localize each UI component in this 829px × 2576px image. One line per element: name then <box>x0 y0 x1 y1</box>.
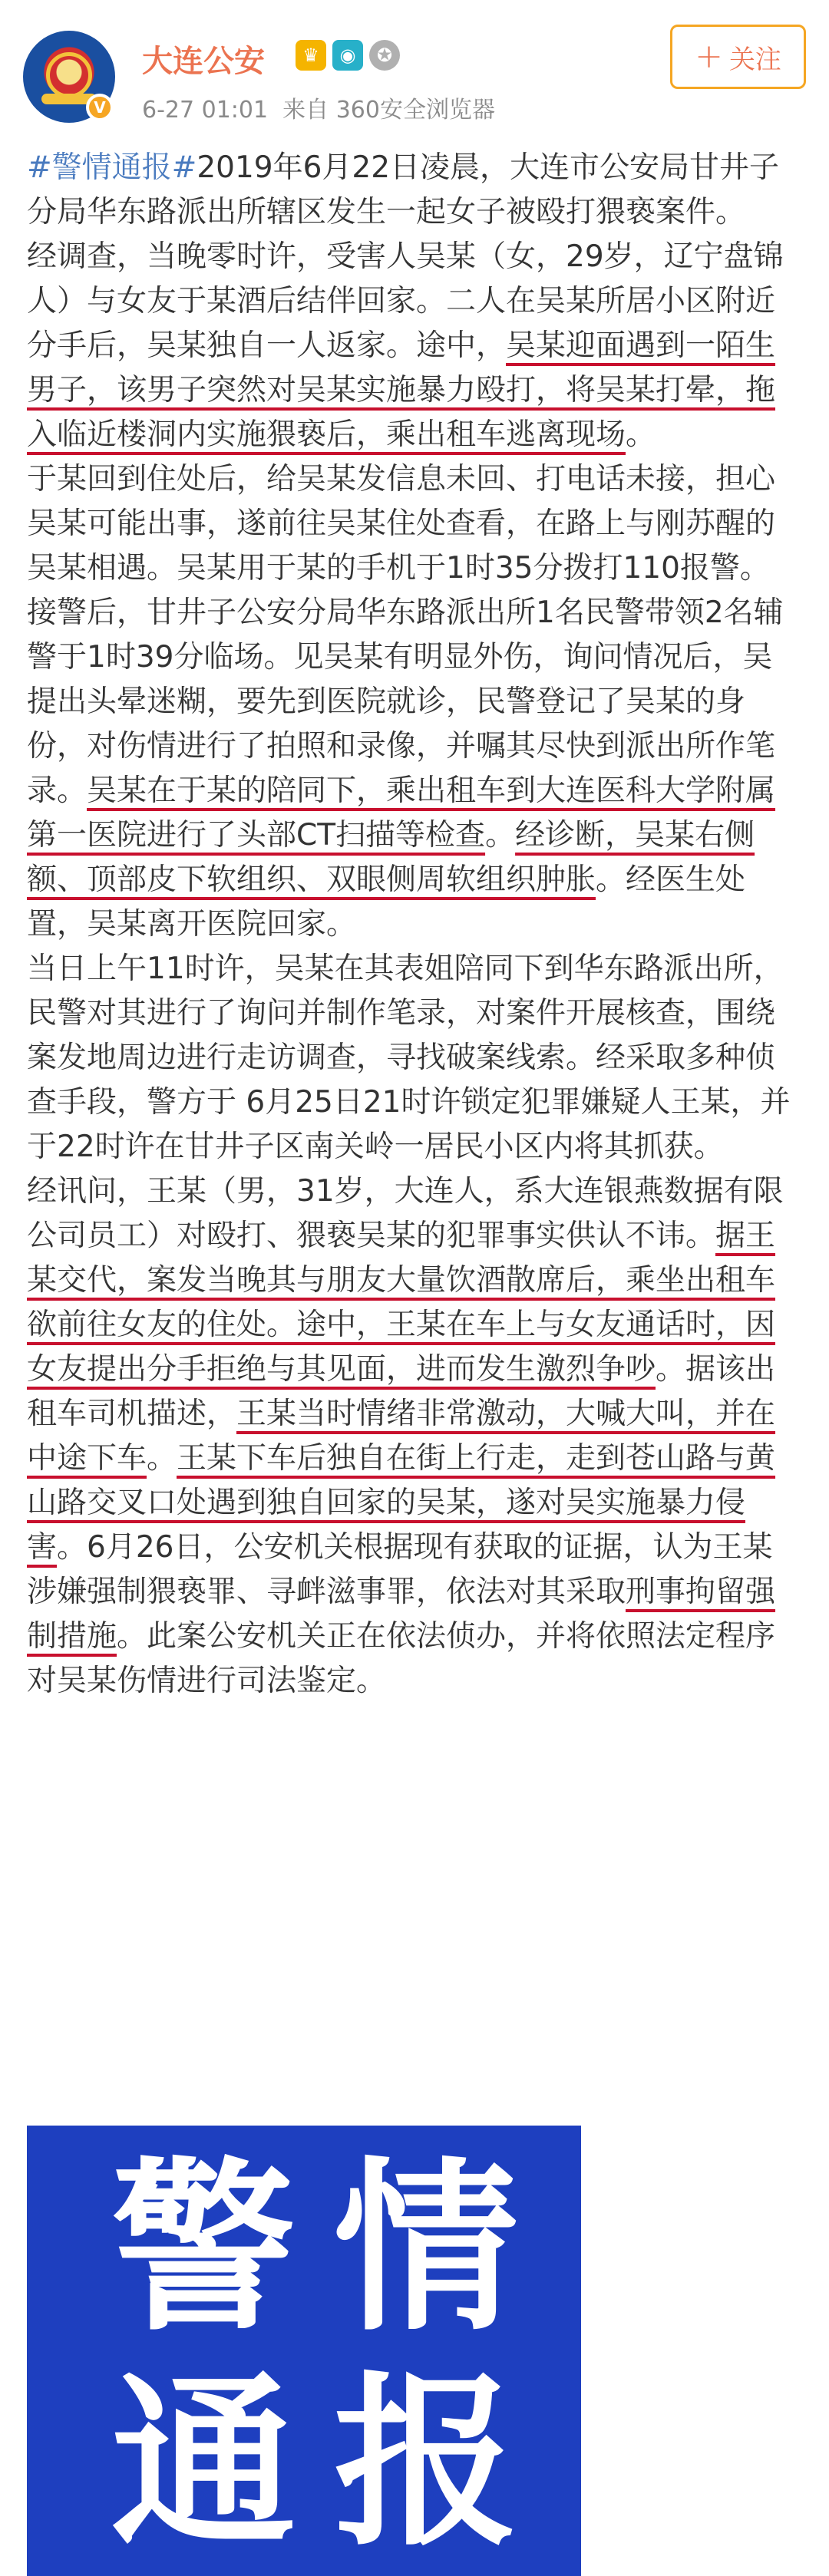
paragraph-3: 于某回到住处后，给吴某发信息未回、打电话未接，担心吴某可能出事，遂前往吴某住处查看，在路上与刚苏醒的吴某相遇。吴某用于某的手机于1时35分拨打110报警。 <box>27 462 776 585</box>
police-notice-banner[interactable] <box>27 2126 581 2576</box>
post-meta <box>142 91 495 124</box>
hashtag-link[interactable]: #警情通报# <box>27 150 197 185</box>
highlight-text: 刑事拘留强制措施 <box>27 1575 776 1654</box>
highlight-text: 王某当时情绪非常激动，大喊大叫，并在中途下车 <box>27 1397 776 1476</box>
badge-icons <box>296 40 400 71</box>
follow-label: 关注 <box>728 44 781 75</box>
post-body <box>27 146 802 1704</box>
highlight-text: 吴某在于某的陪同下，乘出租车到大连医科大学附属第一医院进行了头部CT扫描等检查 <box>27 773 776 853</box>
highlight-text: 王某下车后独自在街上行走，走到苍山路与黄山路交叉口处遇到独自回家的吴某，遂对吴实施暴力侵害 <box>27 1441 776 1565</box>
post-header <box>0 0 829 138</box>
highlight-text: 经诊断，吴某右侧额、顶部皮下软组织、双眼侧周软组织肿胀 <box>27 818 755 897</box>
medal-icon[interactable]: ✪ <box>369 40 400 71</box>
banner-char: 警 <box>111 2141 296 2356</box>
paragraph-2: 经调查，当晚零时许，受害人吴某（女，29岁，辽宁盘锦人）与女友于某酒后结伴回家。二人在吴某所居小区附近分手后，吴某独自一人返家。途中，吴某迎面遇到一陌生男子，该男子突然对吴某实施暴力殴打，将吴某打晕，拖入临近楼洞内实施猥亵后，乘出租车逃离现场。 <box>27 239 784 452</box>
police-emblem-icon <box>46 52 92 98</box>
follow-button[interactable] <box>670 25 806 89</box>
highlight-text: 据王某交代，案发当晚其与朋友大量饮酒散席后，乘坐出租车欲前往女友的住处。途中，王某在车上与女友通话时，因女友提出分手拒绝与其见面，进而发生激烈争吵 <box>27 1219 776 1387</box>
post-time: 6-27 01:01 <box>142 97 269 124</box>
banner-char: 通 <box>111 2356 296 2571</box>
camera-icon[interactable]: ◉ <box>332 40 363 71</box>
paragraph-4: 接警后，甘井子公安分局华东路派出所1名民警带领2名辅警于1时39分临场。见吴某有明显外伤，询问情况后，吴提出头晕迷糊，要先到医院就诊，民警登记了吴某的身份，对伤情进行了拍照和录像，并嘱其尽快到派出所作笔录。吴某在于某的陪同下，乘出租车到大连医科大学附属第一医院进行了头部CT扫描等检查。经诊断，吴某右侧额、顶部皮下软组织、双眼侧周软组织肿胀。经医生处置，吴某离开医院回家。 <box>27 595 784 942</box>
author-name[interactable]: 大连公安 <box>142 44 265 79</box>
paragraph-6: 经讯问，王某（男，31岁，大连人，系大连银燕数据有限公司员工）对殴打、猥亵吴某的犯罪事实供认不讳。据王某交代，案发当晚其与朋友大量饮酒散席后，乘坐出租车欲前往女友的住处。途中，王某在车上与女友通话时，因女友提出分手拒绝与其见面，进而发生激烈争吵。据该出租车司机描述，王某当时情绪非常激动，大喊大叫，并在中途下车。王某下车后独自在街上行走，走到苍山路与黄山路交叉口处遇到独自回家的吴某，遂对吴实施暴力侵害。6月26日，公安机关根据现有获取的证据，认为王某涉嫌强制猥亵罪、寻衅滋事罪，依法对其采取刑事拘留强制措施。此案公安机关正在依法侦办，并将依照法定程序对吴某伤情进行司法鉴定。 <box>27 1174 784 1698</box>
verified-icon: V <box>86 94 114 121</box>
paragraph-5: 当日上午11时许，吴某在其表姐陪同下到华东路派出所，民警对其进行了询问并制作笔录，对案件开展核查，围绕案发地周边进行走访调查，寻找破案线索。经采取多种侦查手段，警方于 6月25日21时许锁定犯罪嫌疑人王某，并于22时许在甘井子区南关岭一居民小区内将其抓获。 <box>27 952 791 1164</box>
banner-char: 报 <box>334 2356 519 2571</box>
post-source: 来自 360安全浏览器 <box>282 97 495 124</box>
plus-icon: + <box>695 37 723 76</box>
paragraph-1: #警情通报#2019年6月22日凌晨，大连市公安局甘井子分局华东路派出所辖区发生一起女子被殴打猥亵案件。 <box>27 150 780 229</box>
highlight-text: 吴某迎面遇到一陌生男子，该男子突然对吴某实施暴力殴打，将吴某打晕，拖入临近楼洞内实施猥亵后，乘出租车逃离现场 <box>27 328 776 452</box>
crown-icon[interactable]: ♛ <box>296 40 326 71</box>
banner-char: 情 <box>334 2141 519 2356</box>
